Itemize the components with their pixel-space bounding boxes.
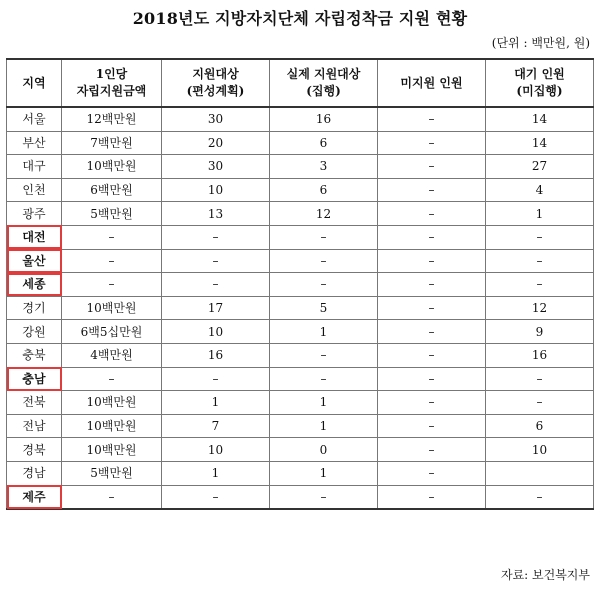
cell-unsupported: –: [378, 249, 486, 273]
cell-amount: –: [62, 249, 162, 273]
table-body: [7, 107, 594, 509]
cell-planned: 1: [162, 461, 270, 485]
source-note: 자료: 보건복지부: [500, 568, 590, 582]
cell-region: 전남: [7, 414, 62, 438]
document-title: 2018년도 지방자치단체 자립정착금 지원 현황: [132, 9, 468, 28]
cell-waiting: 10: [486, 438, 594, 462]
table-row: [7, 485, 594, 509]
cell-planned: 30: [162, 107, 270, 131]
cell-planned: 7: [162, 414, 270, 438]
cell-amount: –: [62, 225, 162, 249]
cell-planned: –: [162, 367, 270, 391]
cell-amount: 7백만원: [62, 131, 162, 155]
cell-amount: –: [62, 485, 162, 509]
cell-actual: 6: [270, 131, 378, 155]
header-planned: [162, 59, 270, 107]
cell-unsupported: –: [378, 273, 486, 297]
support-status-table: [6, 58, 594, 510]
cell-planned: 13: [162, 202, 270, 226]
cell-unsupported: –: [378, 391, 486, 415]
cell-planned: 10: [162, 438, 270, 462]
header-region: [7, 59, 62, 107]
cell-planned: 1: [162, 391, 270, 415]
cell-unsupported: –: [378, 131, 486, 155]
cell-region: 대전: [7, 225, 62, 249]
header-planned-line2: (편성계획): [186, 84, 245, 98]
cell-amount: 10백만원: [62, 438, 162, 462]
cell-actual: –: [270, 225, 378, 249]
table-row: [7, 202, 594, 226]
table-row: [7, 155, 594, 179]
header-waiting-line2: (미집행): [516, 84, 563, 98]
table-row: [7, 296, 594, 320]
cell-amount: 10백만원: [62, 414, 162, 438]
cell-actual: 12: [270, 202, 378, 226]
cell-actual: –: [270, 249, 378, 273]
header-actual-line2: (집행): [306, 84, 341, 98]
cell-unsupported: –: [378, 155, 486, 179]
cell-amount: 12백만원: [62, 107, 162, 131]
cell-unsupported: –: [378, 438, 486, 462]
cell-waiting: [486, 461, 594, 485]
cell-amount: 6백만원: [62, 178, 162, 202]
cell-waiting: 27: [486, 155, 594, 179]
cell-waiting: 1: [486, 202, 594, 226]
table-row: [7, 391, 594, 415]
cell-waiting: 12: [486, 296, 594, 320]
cell-region: 세종: [7, 273, 62, 297]
cell-amount: 10백만원: [62, 296, 162, 320]
cell-amount: 6백5십만원: [62, 320, 162, 344]
cell-actual: 1: [270, 391, 378, 415]
cell-region: 제주: [7, 485, 62, 509]
cell-region: 경남: [7, 461, 62, 485]
cell-planned: 16: [162, 343, 270, 367]
cell-region: 대구: [7, 155, 62, 179]
cell-planned: –: [162, 225, 270, 249]
table-row: [7, 107, 594, 131]
table-row: [7, 249, 594, 273]
table-row: [7, 438, 594, 462]
header-waiting: [486, 59, 594, 107]
cell-planned: –: [162, 249, 270, 273]
table-row: [7, 225, 594, 249]
header-actual: [270, 59, 378, 107]
table-row: [7, 320, 594, 344]
cell-actual: 3: [270, 155, 378, 179]
cell-region: 인천: [7, 178, 62, 202]
cell-unsupported: –: [378, 178, 486, 202]
cell-amount: –: [62, 367, 162, 391]
cell-unsupported: –: [378, 485, 486, 509]
cell-waiting: –: [486, 273, 594, 297]
cell-unsupported: –: [378, 296, 486, 320]
cell-actual: 1: [270, 461, 378, 485]
cell-actual: –: [270, 273, 378, 297]
header-amount-line1: 1인당: [95, 67, 128, 81]
cell-waiting: –: [486, 225, 594, 249]
cell-region: 광주: [7, 202, 62, 226]
cell-planned: 17: [162, 296, 270, 320]
cell-region: 충북: [7, 343, 62, 367]
cell-waiting: –: [486, 391, 594, 415]
cell-unsupported: –: [378, 202, 486, 226]
header-actual-line1: 실제 지원대상: [286, 67, 361, 81]
header-waiting-line1: 대기 인원: [514, 67, 565, 81]
cell-waiting: –: [486, 485, 594, 509]
cell-waiting: 6: [486, 414, 594, 438]
cell-region: 서울: [7, 107, 62, 131]
cell-region: 충남: [7, 367, 62, 391]
cell-actual: 1: [270, 414, 378, 438]
cell-planned: 10: [162, 320, 270, 344]
cell-waiting: 14: [486, 107, 594, 131]
cell-actual: 5: [270, 296, 378, 320]
cell-unsupported: –: [378, 367, 486, 391]
cell-planned: 10: [162, 178, 270, 202]
table-row: [7, 178, 594, 202]
cell-amount: 10백만원: [62, 155, 162, 179]
header-unsupported: [378, 59, 486, 107]
cell-amount: 10백만원: [62, 391, 162, 415]
cell-actual: –: [270, 343, 378, 367]
cell-unsupported: –: [378, 461, 486, 485]
header-amount-line2: 자립지원금액: [76, 84, 147, 98]
cell-planned: –: [162, 273, 270, 297]
cell-amount: 5백만원: [62, 202, 162, 226]
header-unsupported-label: 미지원 인원: [400, 75, 463, 90]
cell-region: 울산: [7, 249, 62, 273]
cell-actual: 6: [270, 178, 378, 202]
table-row: [7, 343, 594, 367]
cell-amount: 5백만원: [62, 461, 162, 485]
table-row: [7, 461, 594, 485]
cell-actual: 0: [270, 438, 378, 462]
table-row: [7, 273, 594, 297]
cell-region: 경기: [7, 296, 62, 320]
cell-waiting: 16: [486, 343, 594, 367]
header-amount: [62, 59, 162, 107]
cell-waiting: –: [486, 249, 594, 273]
cell-unsupported: –: [378, 107, 486, 131]
cell-region: 부산: [7, 131, 62, 155]
cell-region: 경북: [7, 438, 62, 462]
cell-waiting: 14: [486, 131, 594, 155]
header-planned-line1: 지원대상: [192, 67, 239, 81]
header-region-label: 지역: [22, 75, 46, 90]
cell-waiting: 9: [486, 320, 594, 344]
cell-unsupported: –: [378, 414, 486, 438]
cell-planned: 20: [162, 131, 270, 155]
cell-unsupported: –: [378, 320, 486, 344]
cell-actual: 1: [270, 320, 378, 344]
cell-waiting: 4: [486, 178, 594, 202]
cell-unsupported: –: [378, 225, 486, 249]
cell-actual: 16: [270, 107, 378, 131]
table-header-row: [7, 59, 594, 107]
table-row: [7, 414, 594, 438]
cell-amount: 4백만원: [62, 343, 162, 367]
cell-planned: 30: [162, 155, 270, 179]
unit-note: (단위 : 백만원, 원): [491, 36, 590, 50]
cell-planned: –: [162, 485, 270, 509]
cell-actual: –: [270, 367, 378, 391]
cell-waiting: –: [486, 367, 594, 391]
cell-unsupported: –: [378, 343, 486, 367]
cell-region: 전북: [7, 391, 62, 415]
table-row: [7, 131, 594, 155]
cell-amount: –: [62, 273, 162, 297]
cell-actual: –: [270, 485, 378, 509]
table-row: [7, 367, 594, 391]
cell-region: 강원: [7, 320, 62, 344]
